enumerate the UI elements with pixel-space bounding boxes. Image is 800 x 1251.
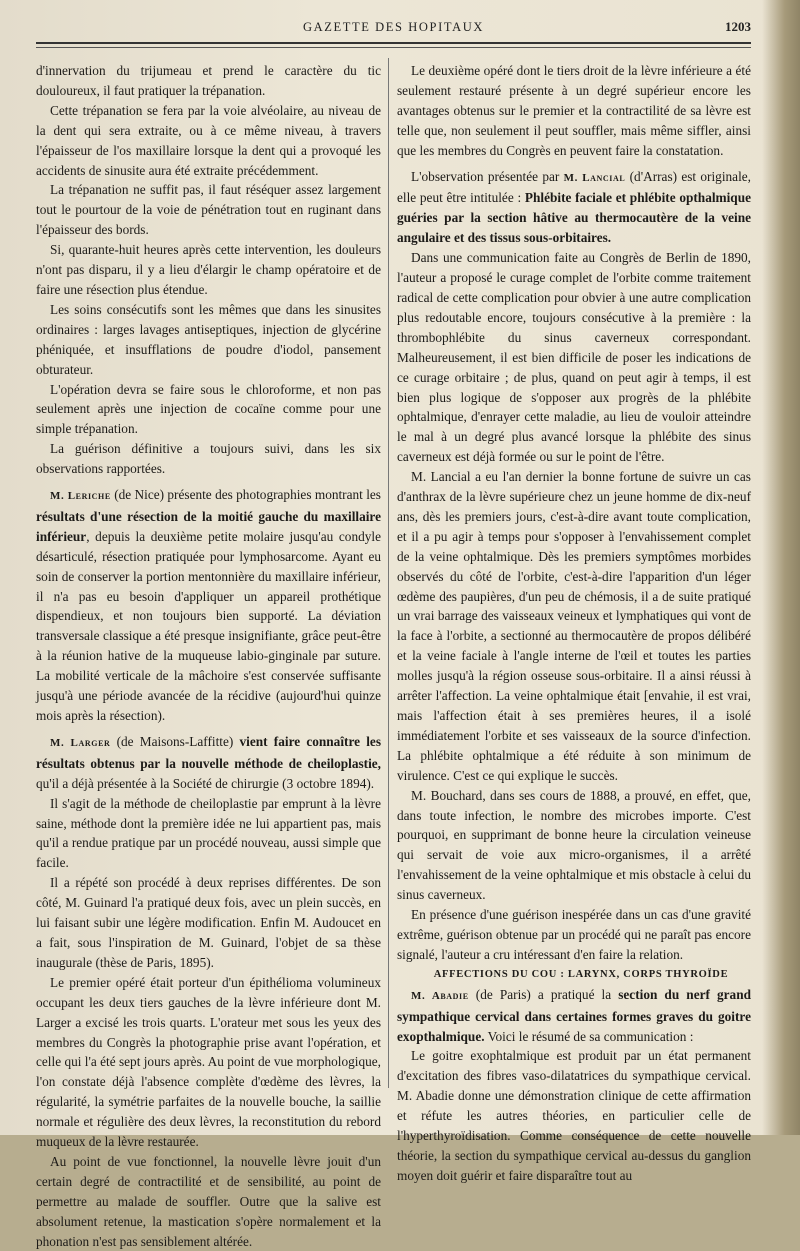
text-run: (de Nice) présente des photographies montrant les: [110, 487, 381, 503]
author-name: M. Larger: [50, 736, 111, 749]
paragraph: Le premier opéré était porteur d'un épithélioma volumineux occupant les deux tiers gauches de la lèvre inférieure dont M. Larger a excisé les trois quarts. L'orateur met sous les yeux des membres du Congrès la photographie prise avant l'opération, et celle qui l'a été sept jours après. Au point de vue morphologique, l'on constate déjà l'absence complète d'œdème des lèvres, la régularité, la symétrie parfaites de la nouvelle bouche, la saillie normale et régulière des deux lèvres, la reconstitution du rebord muqueux de la lèvre restaurée.: [36, 974, 381, 1150]
bold-title: résultats d'une résection de la moitié gauche du maxillaire inférieur: [36, 508, 381, 544]
section-subheading: AFFECTIONS DU COU : LARYNX, CORPS THYROÏDE: [433, 968, 729, 980]
journal-title: GAZETTE DES HOPITAUX: [303, 20, 484, 34]
paragraph: Au point de vue fonctionnel, la nouvelle lèvre jouit d'un certain degré de contractilité et de sensibilité, au point de permettre au malade de souffler. Outre que la salive est absolument retenue, la mastication s'opère normalement et la phonation n'est pas sensiblement altérée.: [36, 1153, 381, 1249]
author-name: M. Lancial: [563, 171, 626, 184]
text-run: qu'il a déjà présentée à la Société de chirurgie (3 octobre 1894).: [36, 775, 375, 791]
page-number: 1203: [725, 19, 751, 34]
paragraph: Le deuxième opéré dont le tiers droit de la lèvre inférieure a été seulement restauré présente à un degré supérieur encore les avantages obtenus sur le premier et la contractilité de sa lèvre est telle que, non seulement il peut souffler, mais même siffler, ainsi que les membres du Congrès en peuvent faire la constatation.: [397, 63, 751, 158]
paragraph: La trépanation ne suffit pas, il faut réséquer assez largement tout le pourtour de la voie de pénétration tout en ruginant dans l'épaisseur des bords.: [36, 182, 381, 238]
author-name: M. Leriche: [50, 490, 111, 503]
paragraph-lancial: [397, 167, 751, 249]
text-run: Voici le résumé de sa communication :: [484, 1028, 694, 1044]
column-divider: [388, 58, 389, 1088]
paragraph: Dans une communication faite au Congrès de Berlin de 1890, l'auteur a proposé le curage complet de l'orbite comme traitement radical de cette complication pour obvier à une autre complication plus redoutable encore, toujours consécutive à la première : la thrombophlébite du sinus caverneux correspondant. Malheureusement, il est bien difficile de poser les indications de ce curage orbitaire ; de plus, quand on peut agir à temps, il est bien plus logique de s'opposer aux progrès de la phlébite ophtalmique, d'enrayer cette maladie, au lieu de vouloir atteindre le mal à un degré plus avancé lorsque la phlébite des sinus caverneux est déjà formée ou sur le point de l'être.: [397, 250, 751, 465]
paragraph: M. Bouchard, dans ses cours de 1888, a prouvé, en effet, que, dans toute infection, le nombre des microbes importe. C'est pourquoi, en supprimant de bonne heure la circulation veineuse qui servait de voie aux micro-organismes, il a arrêté l'envahissement de la veine ophtalmique et mis obstacle à celui du sinus caverneux.: [397, 787, 751, 903]
left-column: [36, 61, 381, 1251]
paragraph: Il s'agit de la méthode de cheiloplastie par emprunt à la lèvre saine, méthode dont la première idée ne lui appartient pas, mais qu'il a rendue pratique par un procédé nouveau, aussi simple que facile.: [36, 795, 381, 871]
paragraph-leriche: [36, 485, 381, 726]
right-column: [397, 61, 751, 1186]
paragraph-larger: [36, 732, 381, 794]
paragraph: Les soins consécutifs sont les mêmes que dans les sinusites ordinaires : larges lavages antiseptiques, injection de glycérine phéniquée, et insufflations de poudre d'iodol, pansement obturateur.: [36, 301, 381, 377]
paragraph: Si, quarante-huit heures après cette intervention, les douleurs n'ont pas disparu, il y a lieu d'élargir le champ opératoire et de faire une résection plus étendue.: [36, 242, 381, 297]
header-rule-thin: [36, 47, 751, 48]
paragraph-abadie: [397, 985, 751, 1047]
author-name: M. Abadie: [411, 989, 469, 1002]
bold-title: vient faire connaître les résultats obtenus par la nouvelle méthode de cheiloplastie,: [36, 733, 381, 771]
paragraph: Cette trépanation se fera par la voie alvéolaire, au niveau de la dent qui sera extraite, ou à ce même niveau, à travers l'épaisseur de l'os maxillaire lorsque la dent qui a provoqué les accidents de sinusite aura été extraite précédemment.: [36, 102, 381, 178]
paragraph: Il a répété son procédé à deux reprises différentes. De son côté, M. Guinard l'a pratiqué deux fois, avec un plein succès, en lui faisant subir une légère modification. Enfin M. Audoucet en a fait, sous l'inspiration de M. Guinard, l'objet de sa thèse inaugurale (thèse de Paris, 1895).: [36, 875, 381, 970]
paragraph: Le goitre exophtalmique est produit par un état permanent d'excitation des fibres vaso-dilatatrices du sympathique cervical. M. Abadie donne une démonstration clinique de cette affirmation et réfute les autres théories, en particulier celle de l'hyperthyroïdisation. Comme conséquence de cette nouvelle théorie, la section du sympathique cervical au-dessus du ganglion moyen doit guérir et faire disparaître tout au: [397, 1048, 751, 1183]
bold-title: Phlébite faciale et phlébite opthalmique guéries par la section hâtive au thermocautère de la veine angulaire et des tissus sous-orbitaires.: [397, 190, 751, 246]
paragraph: En présence d'une guérison inespérée dans un cas d'une gravité extrême, guérison obtenue par un procédé qui ne paraît pas encore signalé, l'auteur a cru intéressant d'en faire la relation.: [397, 907, 751, 962]
text-run: (de Paris) a pratiqué la: [468, 986, 619, 1002]
page-header: [36, 18, 751, 40]
text-run: (d'Arras) est originale, elle peut être intitulée :: [397, 168, 751, 206]
bold-title: section du nerf grand sympathique cervical dans certaines formes graves du goitre exopthalmique.: [397, 986, 751, 1044]
header-rule-thick: [36, 42, 751, 44]
paragraph: La guérison définitive a toujours suivi, dans les six observations rapportées.: [36, 441, 381, 477]
text-run: (de Maisons-Laffitte): [110, 733, 240, 749]
text-run: L'observation présentée par: [411, 168, 564, 184]
paragraph: d'innervation du trijumeau et prend le caractère du tic douloureux, il faut pratiquer la trépanation.: [36, 63, 381, 98]
page-edge-shadow: [762, 0, 800, 1135]
paragraph: L'opération devra se faire sous le chloroforme, et non pas seulement après une injection de cocaïne comme pour une simple trépanation.: [36, 381, 381, 437]
text-run: , depuis la deuxième petite molaire jusqu'au condyle désarticulé, résection pratiquée pour lymphosarcome. Ayant eu soin de conserver la portion mentonnière du maxillaire inférieur, il n'a pas eu besoin d'appliquer un appareil prothétique dispendieux, et non toujours bien supporté. La déviation transversale classique a été presque insignifiante, grâce peut-être à la réunion hative de la muqueuse labio-ginginale par suture. La mobilité verticale de la mâchoire s'est conservée suffisante jusqu'à une période avancée de la récidive (aujourd'hui quinze mois après la résection).: [36, 528, 381, 723]
paragraph: M. Lancial a eu l'an dernier la bonne fortune de suivre un cas d'anthrax de la lèvre supérieure chez un jeune homme de dix-neuf ans, dès les premiers jours, c'est-à-dire avant toute complication, et il a pu agir à temps pour s'opposer à l'envahissement complet de la veine ophtalmique. Dès les premiers symptômes morbides observés du côté de l'orbite, c'est-à-dire l'apparition d'un léger œdème des paupières, d'un peu de chémosis, il a de suite pratiqué un vrai barrage des vaisseaux veineux et lymphatiques qui vont de la face à l'orbite, a sectionné au thermocautère de propos délibéré et la veine faciale à l'angle interne de l'œil et toutes les parties molles jusqu'à la région osseuse sous-orbitaire. Il a ainsi réussi à arrêter l'affection. La veine ophtalmique était [envahie, il est vrai, mais l'affection était à ses premières heures, il a isolé immédiatement l'orbite et ses vaisseaux de la source d'infection. La phlébite ophtalmique a été réduite à son minimum de virulence. C'est ce qui explique le succès.: [397, 469, 751, 783]
